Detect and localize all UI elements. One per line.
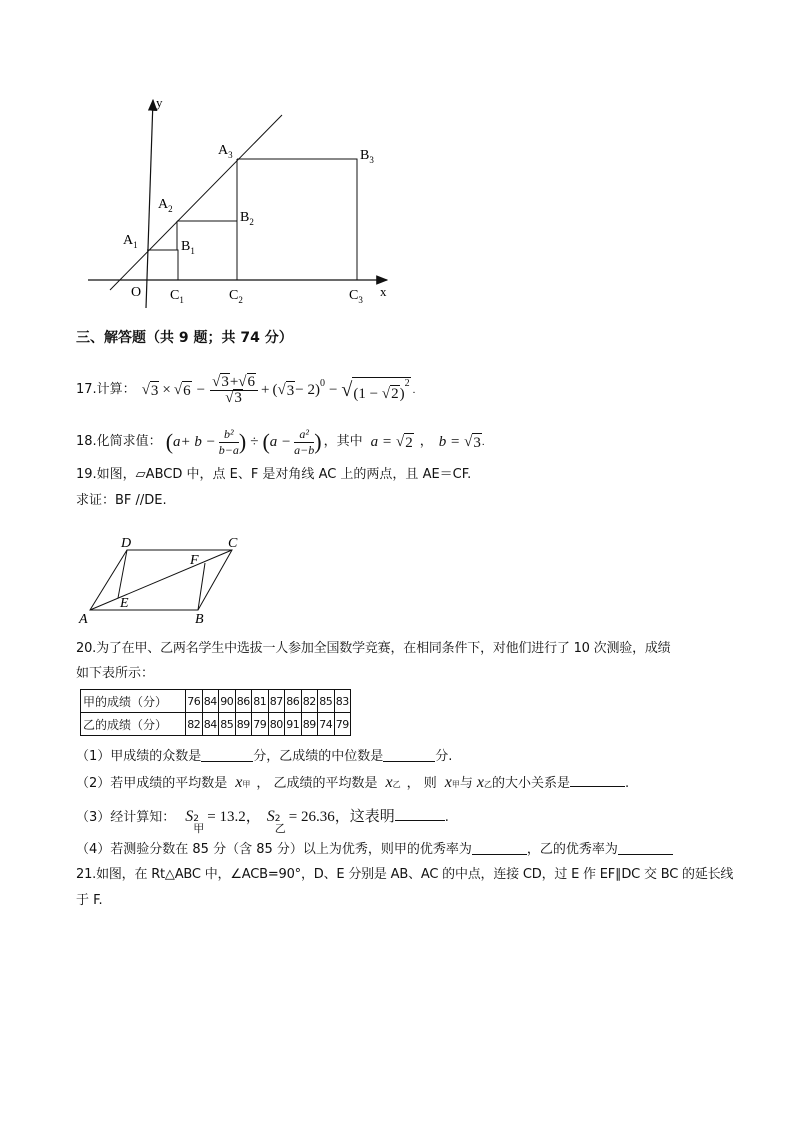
origin-label: O — [131, 285, 142, 300]
y-label: y — [156, 95, 163, 110]
q17-sqrt6: 6 — [183, 382, 191, 399]
q17-fraction: $\frac{√3+√6}{√3}$ — [210, 375, 258, 406]
table-cell: 76 — [186, 690, 203, 713]
row-label: 甲的成绩（分） — [81, 690, 186, 713]
q20-part2: （2）若甲成绩的平均数是 x 甲 ， 乙成绩的平均数是 x 乙 ， 则 x 甲 与 x 乙 的大小关系是 . — [76, 774, 630, 791]
table-row — [81, 690, 351, 713]
q17-prefix: 17.计算： — [76, 382, 136, 397]
table-cell: 79 — [252, 713, 269, 736]
q21-line1: 21.如图，在 Rt△ABC 中，∠ACB=90°，D、E 分别是 AB、AC 的中点，连接 CD，过 E 作 EF∥DC 交 BC 的延长线 — [76, 867, 734, 882]
q19-line2: 求证：BF //DE. — [76, 493, 167, 508]
q20-part1: （1）甲成绩的众数是 分，乙成绩的中位数是 分. — [76, 749, 453, 764]
label-A3: $A_3$ — [218, 143, 233, 160]
q17-sqrt3: 3 — [150, 382, 159, 399]
row-label: 乙的成绩（分） — [81, 713, 186, 736]
label-C: C — [228, 536, 238, 551]
table-cell: 79 — [334, 713, 351, 736]
table-cell: 86 — [235, 690, 252, 713]
q20-part4: （4）若测验分数在 85 分（含 85 分）以上为优秀，则甲的优秀率为 ，乙的优秀率为 — [76, 840, 673, 859]
q20-part3: （3）经计算知： S 2 甲 = 13.2， S 2 乙 = 26.36，这表明 . — [76, 808, 449, 835]
q18: 18.化简求值： ( a+ b − $\frac{\text{b²}}{b-a}$ ) ÷ ( a − $\frac{\text{a²}}{a-b}$ ) ，其中 a = √ 2 ， b = √ 3 . — [76, 426, 485, 457]
table-cell: 87 — [268, 690, 285, 713]
staircase-figure — [80, 90, 400, 315]
label-A1: $A_1$ — [123, 233, 138, 250]
parallelogram-figure — [70, 530, 260, 630]
label-C3: $C_3$ — [349, 288, 363, 305]
table-cell: 84 — [202, 713, 219, 736]
label-B: B — [195, 612, 204, 627]
diagonal-AC — [90, 550, 232, 610]
table-cell: 85 — [318, 690, 335, 713]
table-cell: 82 — [301, 690, 318, 713]
answer-blank[interactable] — [383, 747, 435, 762]
table-cell: 86 — [285, 690, 302, 713]
label-A2: $A_2$ — [158, 197, 173, 214]
diagonal-line — [110, 115, 282, 290]
q20-line1: 20.为了在甲、乙两名学生中选拔一人参加全国数学竞赛，在相同条件下，对他们进行了 10 次测验，成绩 — [76, 641, 671, 656]
q18-prefix: 18.化简求值： — [76, 434, 162, 449]
q17: 17.计算： √ 3 × √ 6 − $\frac{√3+√6}{√3}$ + ( √ 3 − 2) $^0$ − √ $(1 - √2)^2$ . — [76, 373, 416, 406]
answer-blank[interactable] — [570, 772, 625, 787]
label-F: F — [190, 553, 199, 568]
label-E: E — [120, 596, 129, 611]
q20-line2: 如下表所示： — [76, 666, 155, 681]
table-cell: 85 — [219, 713, 236, 736]
q21-line2: 于 F. — [76, 893, 103, 908]
y-axis — [146, 100, 153, 308]
label-C2: $C_2$ — [229, 288, 243, 305]
answer-blank[interactable] — [395, 806, 445, 821]
square-3 — [237, 159, 357, 280]
answer-blank[interactable] — [618, 840, 673, 855]
table-cell: 74 — [318, 713, 335, 736]
square-1 — [147, 250, 178, 280]
q19-line1: 19.如图，▱ABCD 中，点 E、F 是对角线 AC 上的两点，且 AE＝CF. — [76, 467, 472, 482]
table-cell: 83 — [334, 690, 351, 713]
section-title: 三、解答题（共 9 题；共 74 分） — [76, 330, 293, 346]
table-cell: 89 — [301, 713, 318, 736]
table-cell: 81 — [252, 690, 269, 713]
table-cell: 80 — [268, 713, 285, 736]
label-C1: $C_1$ — [170, 288, 184, 305]
label-D: D — [121, 536, 132, 551]
label-B2: $B_2$ — [240, 210, 254, 227]
scores-table — [80, 689, 351, 736]
table-cell: 91 — [285, 713, 302, 736]
table-cell: 82 — [186, 713, 203, 736]
answer-blank[interactable] — [201, 747, 253, 762]
table-cell: 90 — [219, 690, 236, 713]
answer-blank[interactable] — [472, 840, 527, 855]
label-B3: $B_3$ — [360, 148, 374, 165]
table-cell: 84 — [202, 690, 219, 713]
table-row — [81, 713, 351, 736]
q18-fraction-2: $\frac{\text{a²}}{a-b}$ — [294, 426, 315, 457]
label-A: A — [79, 612, 88, 627]
table-cell: 89 — [235, 713, 252, 736]
label-B1: $B_1$ — [181, 239, 195, 256]
x-label: x — [380, 284, 387, 299]
q18-fraction-1: $\frac{\text{b²}}{b-a}$ — [218, 426, 239, 457]
